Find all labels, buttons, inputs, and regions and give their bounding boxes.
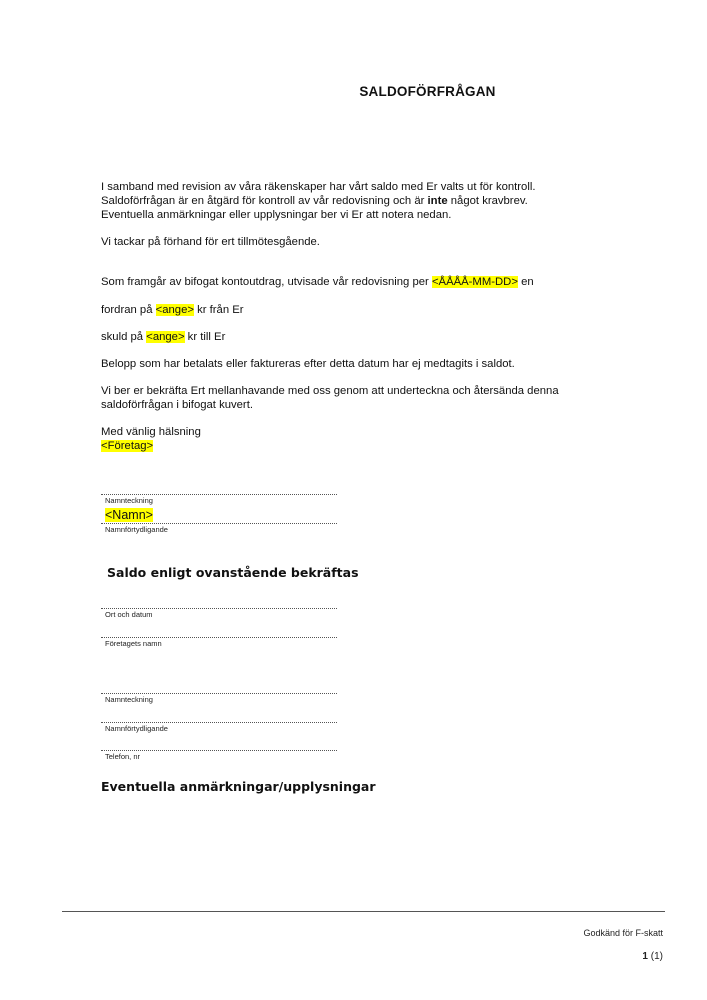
debt-end: kr till Er [184, 331, 226, 343]
debt-text: skuld på [101, 331, 147, 343]
receivable-text: fordran på [101, 304, 156, 316]
closing-block [101, 425, 201, 453]
receivable-line [101, 303, 244, 317]
intro-line-1: I samband med revision av våra räkenskaper har vårt saldo med Er valts ut för kontroll. [101, 181, 536, 193]
intro-line-2 [101, 194, 536, 208]
sender-signature-label: Namnteckning [105, 496, 153, 505]
balance-note: Belopp som har betalats eller faktureras efter detta datum har ej medtagits i saldot. [101, 358, 515, 370]
request-paragraph [101, 384, 559, 412]
intro-emphasis: inte [427, 195, 448, 207]
debt-amount-field[interactable]: <ange> [146, 331, 185, 343]
document-title: SALDOFÖRFRÅGAN [359, 84, 496, 99]
footer-divider [62, 911, 665, 912]
statement-end: en [517, 276, 534, 288]
page-number [642, 951, 663, 962]
request-line-2: saldoförfrågan i bifogat kuvert. [101, 399, 253, 411]
receivable-amount-field[interactable]: <ange> [155, 304, 194, 316]
tax-status-text: Godkänd för F-skatt [583, 928, 663, 938]
company-name-label: Företagets namn [105, 639, 162, 648]
remarks-area[interactable] [101, 800, 661, 900]
date-placeholder-field[interactable]: <ÅÅÅÅ-MM-DD> [431, 276, 518, 288]
thanks-text: Vi tackar på förhand för ert tillmötesgående. [101, 236, 320, 248]
intro-line-2-end: något kravbrev. [447, 195, 528, 207]
confirm-signature-label: Namnteckning [105, 695, 153, 704]
sender-signature-line[interactable] [101, 494, 337, 495]
confirm-clarification-line[interactable] [101, 722, 337, 723]
company-name-line[interactable] [101, 637, 337, 638]
debt-line [101, 330, 225, 344]
request-line-1: Vi ber er bekräfta Ert mellanhavande med oss genom att underteckna och återsända denna [101, 385, 559, 397]
intro-paragraph [101, 180, 536, 222]
sender-name-row [105, 508, 153, 522]
place-date-line[interactable] [101, 608, 337, 609]
confirm-signature-line[interactable] [101, 693, 337, 694]
statement-text: Som framgår av bifogat kontoutdrag, utvisade vår redovisning per [101, 276, 432, 288]
remarks-heading: Eventuella anmärkningar/upplysningar [101, 779, 376, 794]
company-placeholder-field[interactable]: <Företag> [101, 440, 154, 452]
intro-line-3: Eventuella anmärkningar eller upplysningar ber vi Er att notera nedan. [101, 209, 452, 221]
statement-line [101, 275, 534, 289]
sender-clarification-label: Namnförtydligande [105, 525, 168, 534]
confirmation-heading: Saldo enligt ovanstående bekräftas [107, 565, 359, 580]
sender-name-placeholder-field[interactable]: <Namn> [105, 508, 153, 522]
place-date-label: Ort och datum [105, 610, 153, 619]
closing-text: Med vänlig hälsning [101, 426, 201, 438]
receivable-end: kr från Er [193, 304, 244, 316]
intro-line-2-text: Saldoförfrågan är en åtgärd för kontroll av vår redovisning och är [101, 195, 428, 207]
confirm-clarification-label: Namnförtydligande [105, 724, 168, 733]
phone-label: Telefon, nr [105, 752, 141, 761]
sender-clarification-line[interactable] [101, 523, 337, 524]
page-current: 1 [642, 951, 648, 962]
page-total: (1) [650, 951, 663, 962]
phone-line[interactable] [101, 750, 337, 751]
